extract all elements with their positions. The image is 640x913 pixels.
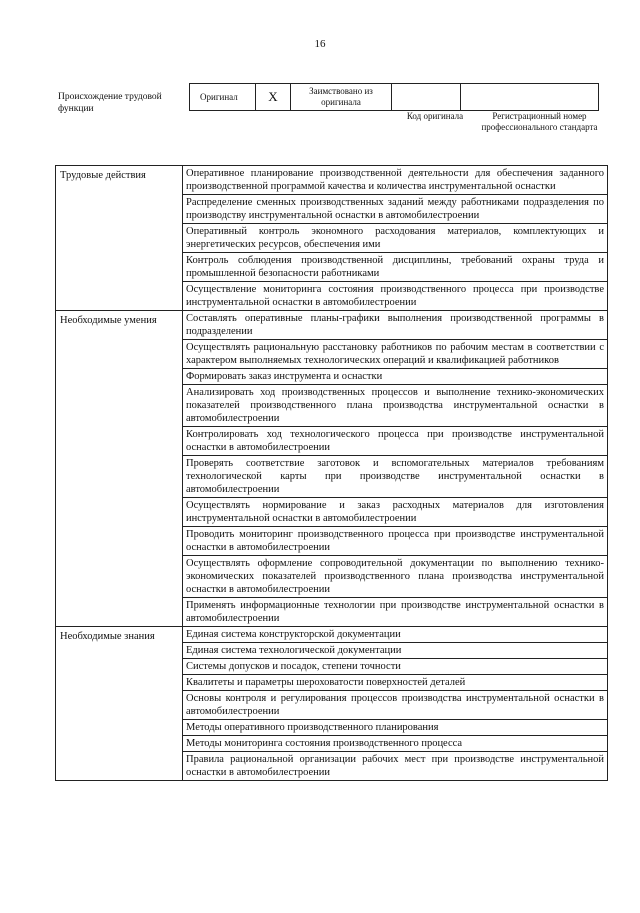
requirement-item: Единая система конструкторской документации bbox=[183, 627, 608, 643]
requirement-item: Контролировать ход технологического процесса при производстве инструментальной оснастки в автомобилестроении bbox=[183, 427, 608, 456]
section-title: Необходимые умения bbox=[56, 311, 183, 627]
requirement-item: Основы контроля и регулирования процессов производства инструментальной оснастки в автомобилестроении bbox=[183, 691, 608, 720]
requirement-item: Единая система технологической документации bbox=[183, 643, 608, 659]
section-title: Трудовые действия bbox=[56, 166, 183, 311]
requirement-item: Методы мониторинга состояния производственного процесса bbox=[183, 736, 608, 752]
requirement-item: Методы оперативного производственного планирования bbox=[183, 720, 608, 736]
original-cell: Оригинал bbox=[190, 84, 256, 111]
page-number: 16 bbox=[314, 38, 326, 50]
section-title: Необходимые знания bbox=[56, 627, 183, 781]
table-row bbox=[56, 166, 608, 195]
borrowed-cell: Заимствовано из оригинала bbox=[291, 84, 392, 111]
requirement-item: Оперативное планирование производственной деятельности для обеспечения заданного производственной программой качества и количества инструментальной оснастки bbox=[183, 166, 608, 195]
requirement-item: Правила рациональной организации рабочих мест при производстве инструментальной оснастки в автомобилестроении bbox=[183, 752, 608, 781]
requirement-item: Проверять соответствие заготовок и вспомогательных материалов требованиям технологической карты при производстве инструментальной оснастки в автомобилестроении bbox=[183, 456, 608, 498]
function-table bbox=[55, 165, 608, 781]
table-row bbox=[56, 311, 608, 340]
requirement-item: Распределение сменных производственных заданий между работниками подразделения по производству инструментальной оснастки в автомобилестроении bbox=[183, 195, 608, 224]
requirement-item: Осуществлять нормирование и заказ расходных материалов для изготовления инструментальной оснастки в автомобилестроении bbox=[183, 498, 608, 527]
requirement-item: Контроль соблюдения производственной дисциплины, требований охраны труда и промышленной безопасности работниками bbox=[183, 253, 608, 282]
code-cell bbox=[392, 84, 461, 111]
requirement-item: Осуществление мониторинга состояния производственного процесса при производстве инструментальной оснастки в автомобилестроении bbox=[183, 282, 608, 311]
requirement-item: Оперативный контроль экономного расходования материалов, комплектующих и энергетических ресурсов, обеспечения ими bbox=[183, 224, 608, 253]
requirement-item: Составлять оперативные планы-графики выполнения производственной программы в подразделении bbox=[183, 311, 608, 340]
requirement-item: Осуществлять оформление сопроводительной документации по выполнению технико-экономических показателей производственного плана производства инструментальной оснастки в автомобилестроении bbox=[183, 556, 608, 598]
origin-grid bbox=[189, 83, 599, 111]
requirement-item: Проводить мониторинг производственного процесса при производстве инструментальной оснастки в автомобилестроении bbox=[183, 527, 608, 556]
table-row bbox=[56, 627, 608, 643]
requirement-item: Формировать заказ инструмента и оснастки bbox=[183, 369, 608, 385]
reg-number-cell bbox=[461, 84, 599, 111]
requirement-item: Применять информационные технологии при производстве инструментальной оснастки в автомобилестроении bbox=[183, 598, 608, 627]
requirement-item: Анализировать ход производственных процессов и выполнение технико-экономических показателей производственного плана производства инструментальной оснастки в автомобилестроении bbox=[183, 385, 608, 427]
requirement-item: Системы допусков и посадок, степени точности bbox=[183, 659, 608, 675]
original-mark: X bbox=[256, 84, 291, 111]
origin-label: Происхождение трудовой функции bbox=[58, 92, 162, 114]
requirement-item: Квалитеты и параметры шероховатости поверхностей деталей bbox=[183, 675, 608, 691]
reg-number-caption: Регистрационный номер профессионального стандарта bbox=[481, 111, 598, 132]
requirement-item: Осуществлять рациональную расстановку работников по рабочим местам в соответствии с характером выполняемых технологических операций и квалификацией работников bbox=[183, 340, 608, 369]
code-caption: Код оригинала bbox=[406, 111, 464, 121]
